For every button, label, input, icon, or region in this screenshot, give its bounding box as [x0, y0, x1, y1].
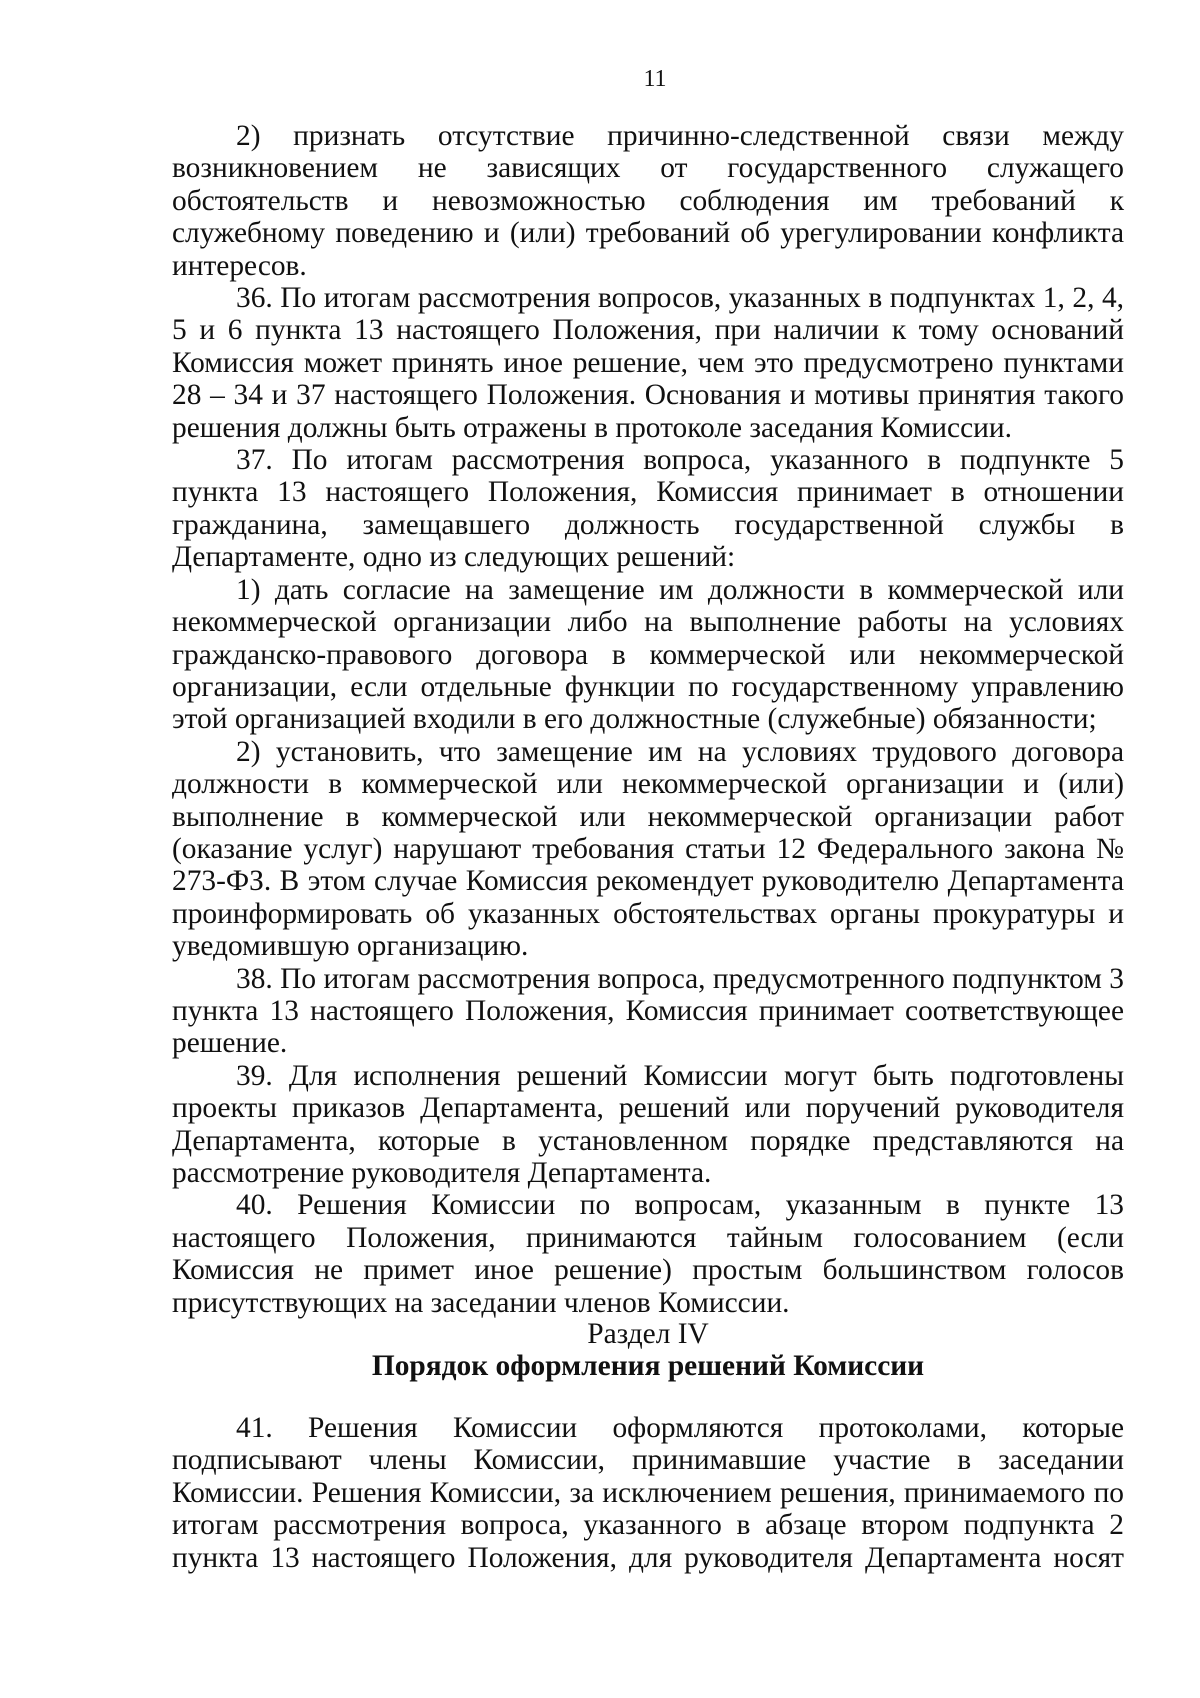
paragraph-35-item-2: 2) признать отсутствие причинно-следственной связи между возникновением не зависящих от государственного служащего обстоятельств и невозможностью соблюдения им требований к служебному поведению и (или) требований об урегулировании конфликта интересов.: [172, 120, 1124, 282]
section-heading: [172, 1318, 1124, 1383]
paragraph-37: 37. По итогам рассмотрения вопроса, указанного в подпункте 5 пункта 13 настоящего Положения, Комиссия принимает в отношении гражданина, замещавшего должность государственной службы в Департаменте, одно из следующих решений:: [172, 444, 1124, 574]
page-number: 11: [643, 66, 667, 92]
paragraph-40: 40. Решения Комиссии по вопросам, указанным в пункте 13 настоящего Положения, принимаются тайным голосованием (если Комиссия не примет иное решение) простым большинством голосов присутствующих на заседании членов Комиссии.: [172, 1189, 1124, 1319]
section-title: Порядок оформления решений Комиссии: [371, 1350, 925, 1383]
paragraph-36: 36. По итогам рассмотрения вопросов, указанных в подпунктах 1, 2, 4, 5 и 6 пункта 13 настоящего Положения, при наличии к тому оснований Комиссия может принять иное решение, чем это предусмотрено пунктами 28 – 34 и 37 настоящего Положения. Основания и мотивы принятия такого решения должны быть отражены в протоколе заседания Комиссии.: [172, 282, 1124, 444]
document-body-continued: [172, 1412, 1124, 1574]
paragraph-37-item-2: 2) установить, что замещение им на условиях трудового договора должности в коммерческой или некоммерческой организации и (или) выполнение в коммерческой или некоммерческой организации работ (оказание услуг) нарушают требования статьи 12 Федерального закона № 273-ФЗ. В этом случае Комиссия рекомендует руководителю Департамента проинформировать об указанных обстоятельствах органы прокуратуры и уведомившую организацию.: [172, 735, 1124, 963]
paragraph-41: 41. Решения Комиссии оформляются протоколами, которые подписывают члены Комиссии, принимавшие участие в заседании Комиссии. Решения Комиссии, за исключением решения, принимаемого по итогам рассмотрения вопроса, указанного в абзаце втором подпункта 2 пункта 13 настоящего Положения, для руководителя Департамента носят: [172, 1412, 1124, 1574]
paragraph-39: 39. Для исполнения решений Комиссии могут быть подготовлены проекты приказов Департамента, решений или поручений руководителя Департамента, которые в установленном порядке представляются на рассмотрение руководителя Департамента.: [172, 1059, 1124, 1189]
document-body: [172, 120, 1124, 1319]
paragraph-38: 38. По итогам рассмотрения вопроса, предусмотренного подпунктом 3 пункта 13 настоящего Положения, Комиссия принимает соответствующее решение.: [172, 962, 1124, 1060]
paragraph-37-item-1: 1) дать согласие на замещение им должности в коммерческой или некоммерческой организации либо на выполнение работы на условиях гражданско-правового договора в коммерческой или некоммерческой организации, если отдельные функции по государственному управлению этой организацией входили в его должностные (служебные) обязанности;: [172, 573, 1124, 736]
section-label: Раздел IV: [587, 1318, 709, 1350]
